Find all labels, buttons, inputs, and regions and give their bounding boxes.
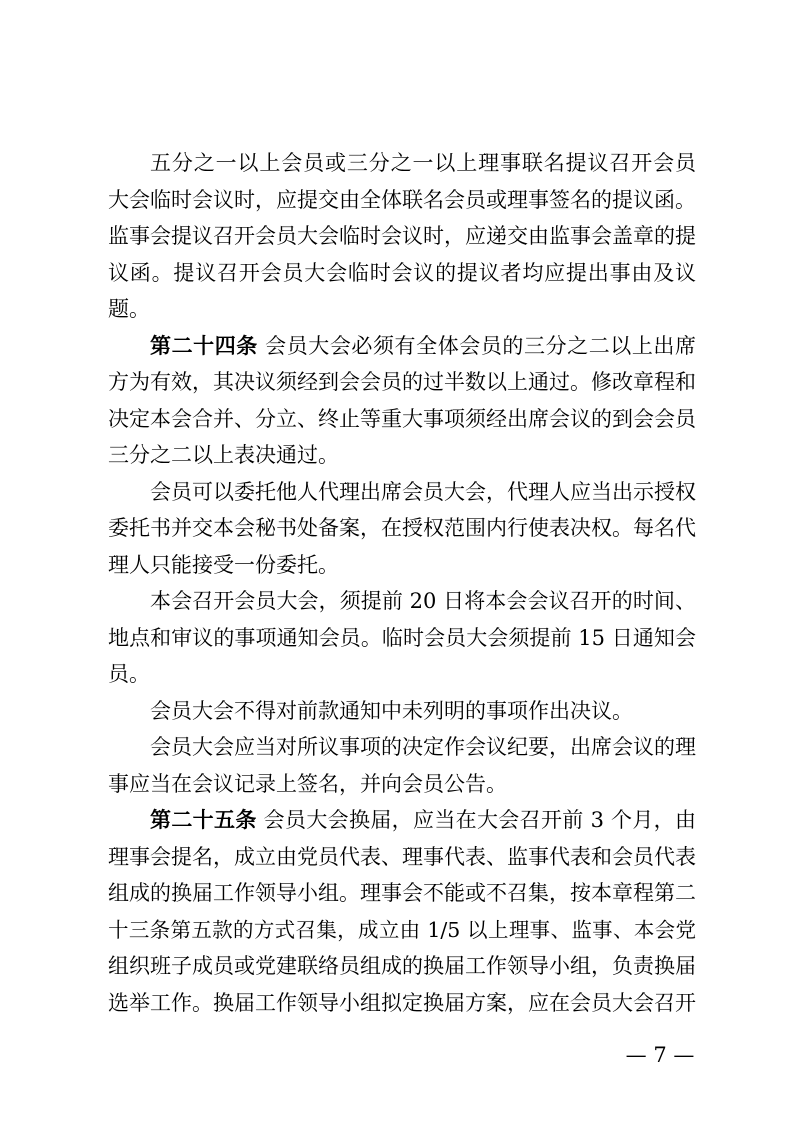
text-line: 三分之二以上表决通过。 — [108, 443, 339, 467]
text-line: 议函。提议召开会员大会临时会议的提议者均应提出事由及议 — [108, 260, 696, 285]
text-line: 理人只能接受一份委托。 — [108, 552, 339, 577]
text-line: 会员大会不得对前款通知中未列明的事项作出决议。 — [150, 698, 633, 723]
text-line: 组成的换届工作领导小组。理事会不能或不召集，按本章程第二 — [108, 881, 696, 905]
article-text: 会员大会必须有全体会员的三分之二以上出席 — [265, 333, 696, 358]
article-text: 会员大会换届，应当在大会召开前 3 个月，由 — [263, 808, 696, 832]
article-24-line — [108, 328, 696, 365]
text-line: 大会临时会议时，应提交由全体联名会员或理事签名的提议函。 — [108, 187, 696, 212]
document-body — [108, 145, 696, 1021]
text-line: 选举工作。换届工作领导小组拟定换届方案，应在会员大会召开 — [108, 990, 696, 1015]
text-line: 员。 — [108, 662, 150, 686]
text-line: 会员可以委托他人代理出席会员大会，代理人应当出示授权 — [150, 479, 696, 504]
text-line: 题。 — [108, 297, 150, 321]
text-line: 地点和审议的事项通知会员。临时会员大会须提前 15 日通知会 — [108, 625, 696, 650]
text-line: 委托书并交本会秘书处备案，在授权范围内行使表决权。每名代 — [108, 516, 696, 540]
text-line: 决定本会合并、分立、终止等重大事项须经出席会议的到会会员 — [108, 406, 696, 431]
text-line: 本会召开会员大会，须提前 20 日将本会会议召开的时间、 — [150, 589, 696, 613]
text-line: 事应当在会议记录上签名，并向会员公告。 — [108, 771, 507, 796]
article-25-line — [108, 802, 696, 839]
text-line: 会员大会应当对所议事项的决定作会议纪要，出席会议的理 — [150, 735, 696, 759]
page-number: — 7 — — [625, 1043, 695, 1067]
text-line: 方为有效，其决议须经到会会员的过半数以上通过。修改章程和 — [108, 370, 696, 394]
article-heading: 第二十五条 — [150, 807, 257, 832]
article-heading: 第二十四条 — [150, 332, 258, 358]
text-line: 五分之一以上会员或三分之一以上理事联名提议召开会员 — [150, 151, 696, 175]
text-line: 组织班子成员或党建联络员组成的换届工作领导小组，负责换届 — [108, 954, 696, 978]
text-line: 十三条第五款的方式召集，成立由 1/5 以上理事、监事、本会党 — [108, 917, 696, 942]
text-line: 监事会提议召开会员大会临时会议时，应递交由监事会盖章的提 — [108, 224, 696, 248]
text-line: 理事会提名，成立由党员代表、理事代表、监事代表和会员代表 — [108, 844, 696, 869]
